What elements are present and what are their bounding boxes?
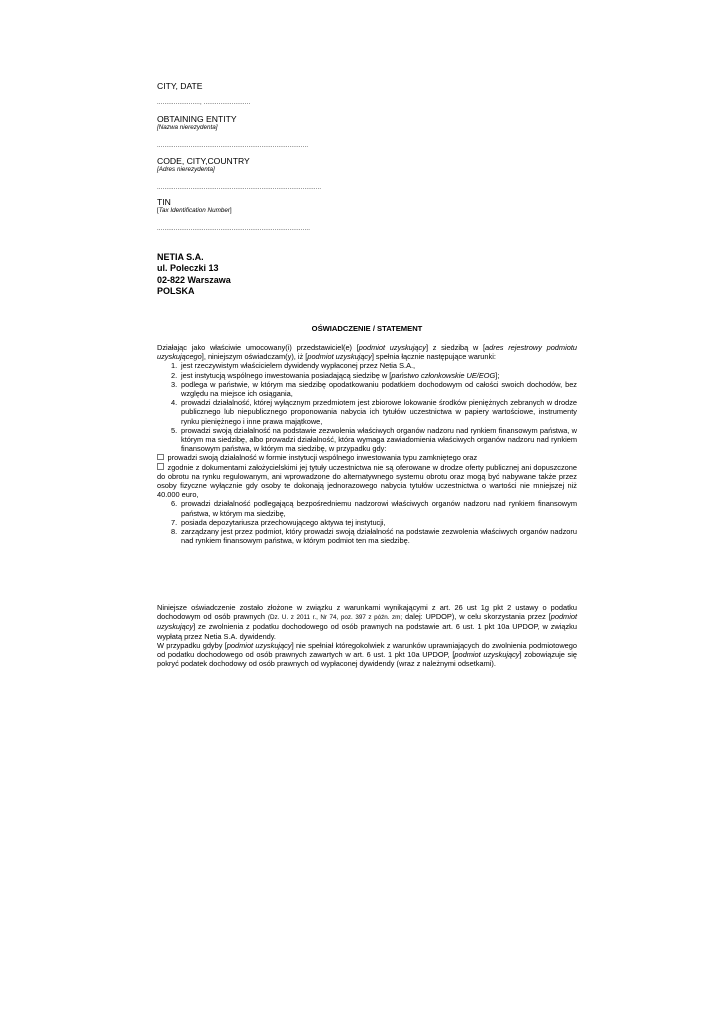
list-item: 5. prowadzi swoją działalność na podstawie zezwolenia właściwych organów nadzoru nad rynkiem finansowym państwa, w którym ma siedzibę, albo prowadzi działalność, która wymaga zawiadomienia właściwych organów nadzoru nad rynkiem finansowym państwa, w którym ma siedzibę, w przypadku gdy: (171, 425, 577, 454)
closing-paragraph-1: Niniejsze oświadczenie zostało złożone w związku z warunkami wynikającymi z art. 26 ust 1g pkt 2 ustawy o podatku dochodowym od osób prawnych (Dz. U. z 2011 r., Nr 74, poz. 397 z późn. zm; dalej: UPDOP), w celu skorzystania przez [podmiot uzyskujący] ze zwolnienia z podatku dochodowego od osób prawnych na podstawie art. 6 ust. 1 pkt 10a UPDOP, w związku wypłatą przez Netia S.A. dywidendy. (157, 603, 578, 641)
city-date-label: CITY, DATE (157, 81, 203, 91)
recipient-city: 02-822 Warszawa (157, 274, 231, 285)
tin-hint: [Tax Identification Number] (157, 207, 232, 214)
list-item: 7. posiada depozytariusza przechowującego aktywa tej instytucji, (171, 517, 386, 527)
closing-section (157, 603, 577, 668)
code-city-country-label: CODE, CITY,COUNTRY (157, 156, 250, 166)
closing-paragraph-2: W przypadku gdyby [podmiot uzyskujący] nie spełniał któregokolwiek z warunków uprawniających do zwolnienia podmiotowego od podatku dochodowego od osób prawnych zawartych w art. 6 ust. 1 pkt 10a UPDOP, [podmiot uzyskujący] zobowiązuje się pokryć podatek dochodowy od osób prawnych od wypłaconej dywidendy (wraz z należnymi odsetkami). (157, 640, 577, 669)
list-item: 3. podlega w państwie, w którym ma siedzibę opodatkowaniu podatkiem dochodowym od całości swoich dochodów, bez względu na miejsce ich osiągania, (171, 379, 577, 399)
checkbox-square-icon (157, 454, 164, 461)
code-city-country-hint: [Adres nierezydenta] (157, 166, 215, 173)
city-date-line: ......................., ......................... (157, 100, 251, 106)
recipient-country: POLSKA (157, 285, 195, 296)
code-city-country-line: ........................................................................................ (157, 185, 322, 191)
sub-item: zgodnie z dokumentami założycielskimi jej tytuły uczestnictwa nie są oferowane w drodze oferty publicznej ani dopuszczone do obrotu na rynku regulowanym, ani wprowadzone do alternatywnego systemu obrotu oraz mogą być nabywane także przez osoby fizyczne wyłącznie gdy osoby te dokonają jednorazowego nabycia tytułów uczestnictwa o wartości nie mniejszej niż 40.000 euro, (157, 462, 577, 500)
list-item: 4. prowadzi działalność, której wyłącznym przedmiotem jest zbiorowe lokowanie środków pieniężnych zebranych w drodze publicznego lub niepublicznego proponowania nabycia ich tytułów uczestnictwa w papiery wartościowe, instrumenty rynku pieniężnego i inne prawa majątkowe, (171, 398, 577, 426)
recipient-street: ul. Poleczki 13 (157, 263, 219, 274)
statement-body (157, 343, 577, 545)
document-title: OŚWIADCZENIE / STATEMENT (311, 324, 423, 333)
list-item: 6. prowadzi działalność podlegającą bezpośredniemu nadzorowi właściwych organów nadzoru nad rynkiem finansowym państwa, w którym ma siedzibę, (171, 499, 577, 518)
obtaining-entity-hint: [Nazwa nierezydenta] (157, 124, 218, 131)
obtaining-entity-line: ................................................................................. (157, 143, 309, 149)
list-item: 8. zarządzany jest przez podmiot, który prowadzi swoją działalność na podstawie zezwolenia właściwych organów nadzoru nad rynkiem finansowym państwa, w którym podmiot ten ma siedzibę. (171, 527, 577, 546)
list-item: 1. jest rzeczywistym właścicielem dywidendy wypłaconej przez Netia S.A., (171, 361, 416, 371)
tin-line: .................................................................................. (157, 226, 311, 232)
conditions-list (157, 361, 577, 453)
sub-item: prowadzi swoją działalność w formie instytucji wspólnego inwestowania typu zamkniętego oraz (157, 453, 577, 462)
recipient-address (157, 252, 231, 297)
conditions-list-continued (157, 499, 577, 545)
recipient-name: NETIA S.A. (157, 252, 204, 262)
obtaining-entity-label: OBTAINING ENTITY (157, 114, 237, 124)
list-item: 2. jest instytucją wspólnego inwestowania posiadającą siedzibę w [państwo członkowskie UE/EOG]; (171, 370, 500, 380)
intro-paragraph: Działając jako właściwie umocowany(i) przedstawiciel(e) [podmiot uzyskujący] z siedzibą w [adres rejestrowy podmiotu uzyskującego], niniejszym oświadczam(y), iż [podmiot uzyskujący] spełnia łącznie następujące warunki: (157, 343, 577, 362)
checkbox-square-icon (157, 463, 164, 470)
tin-label: TIN (157, 197, 171, 207)
